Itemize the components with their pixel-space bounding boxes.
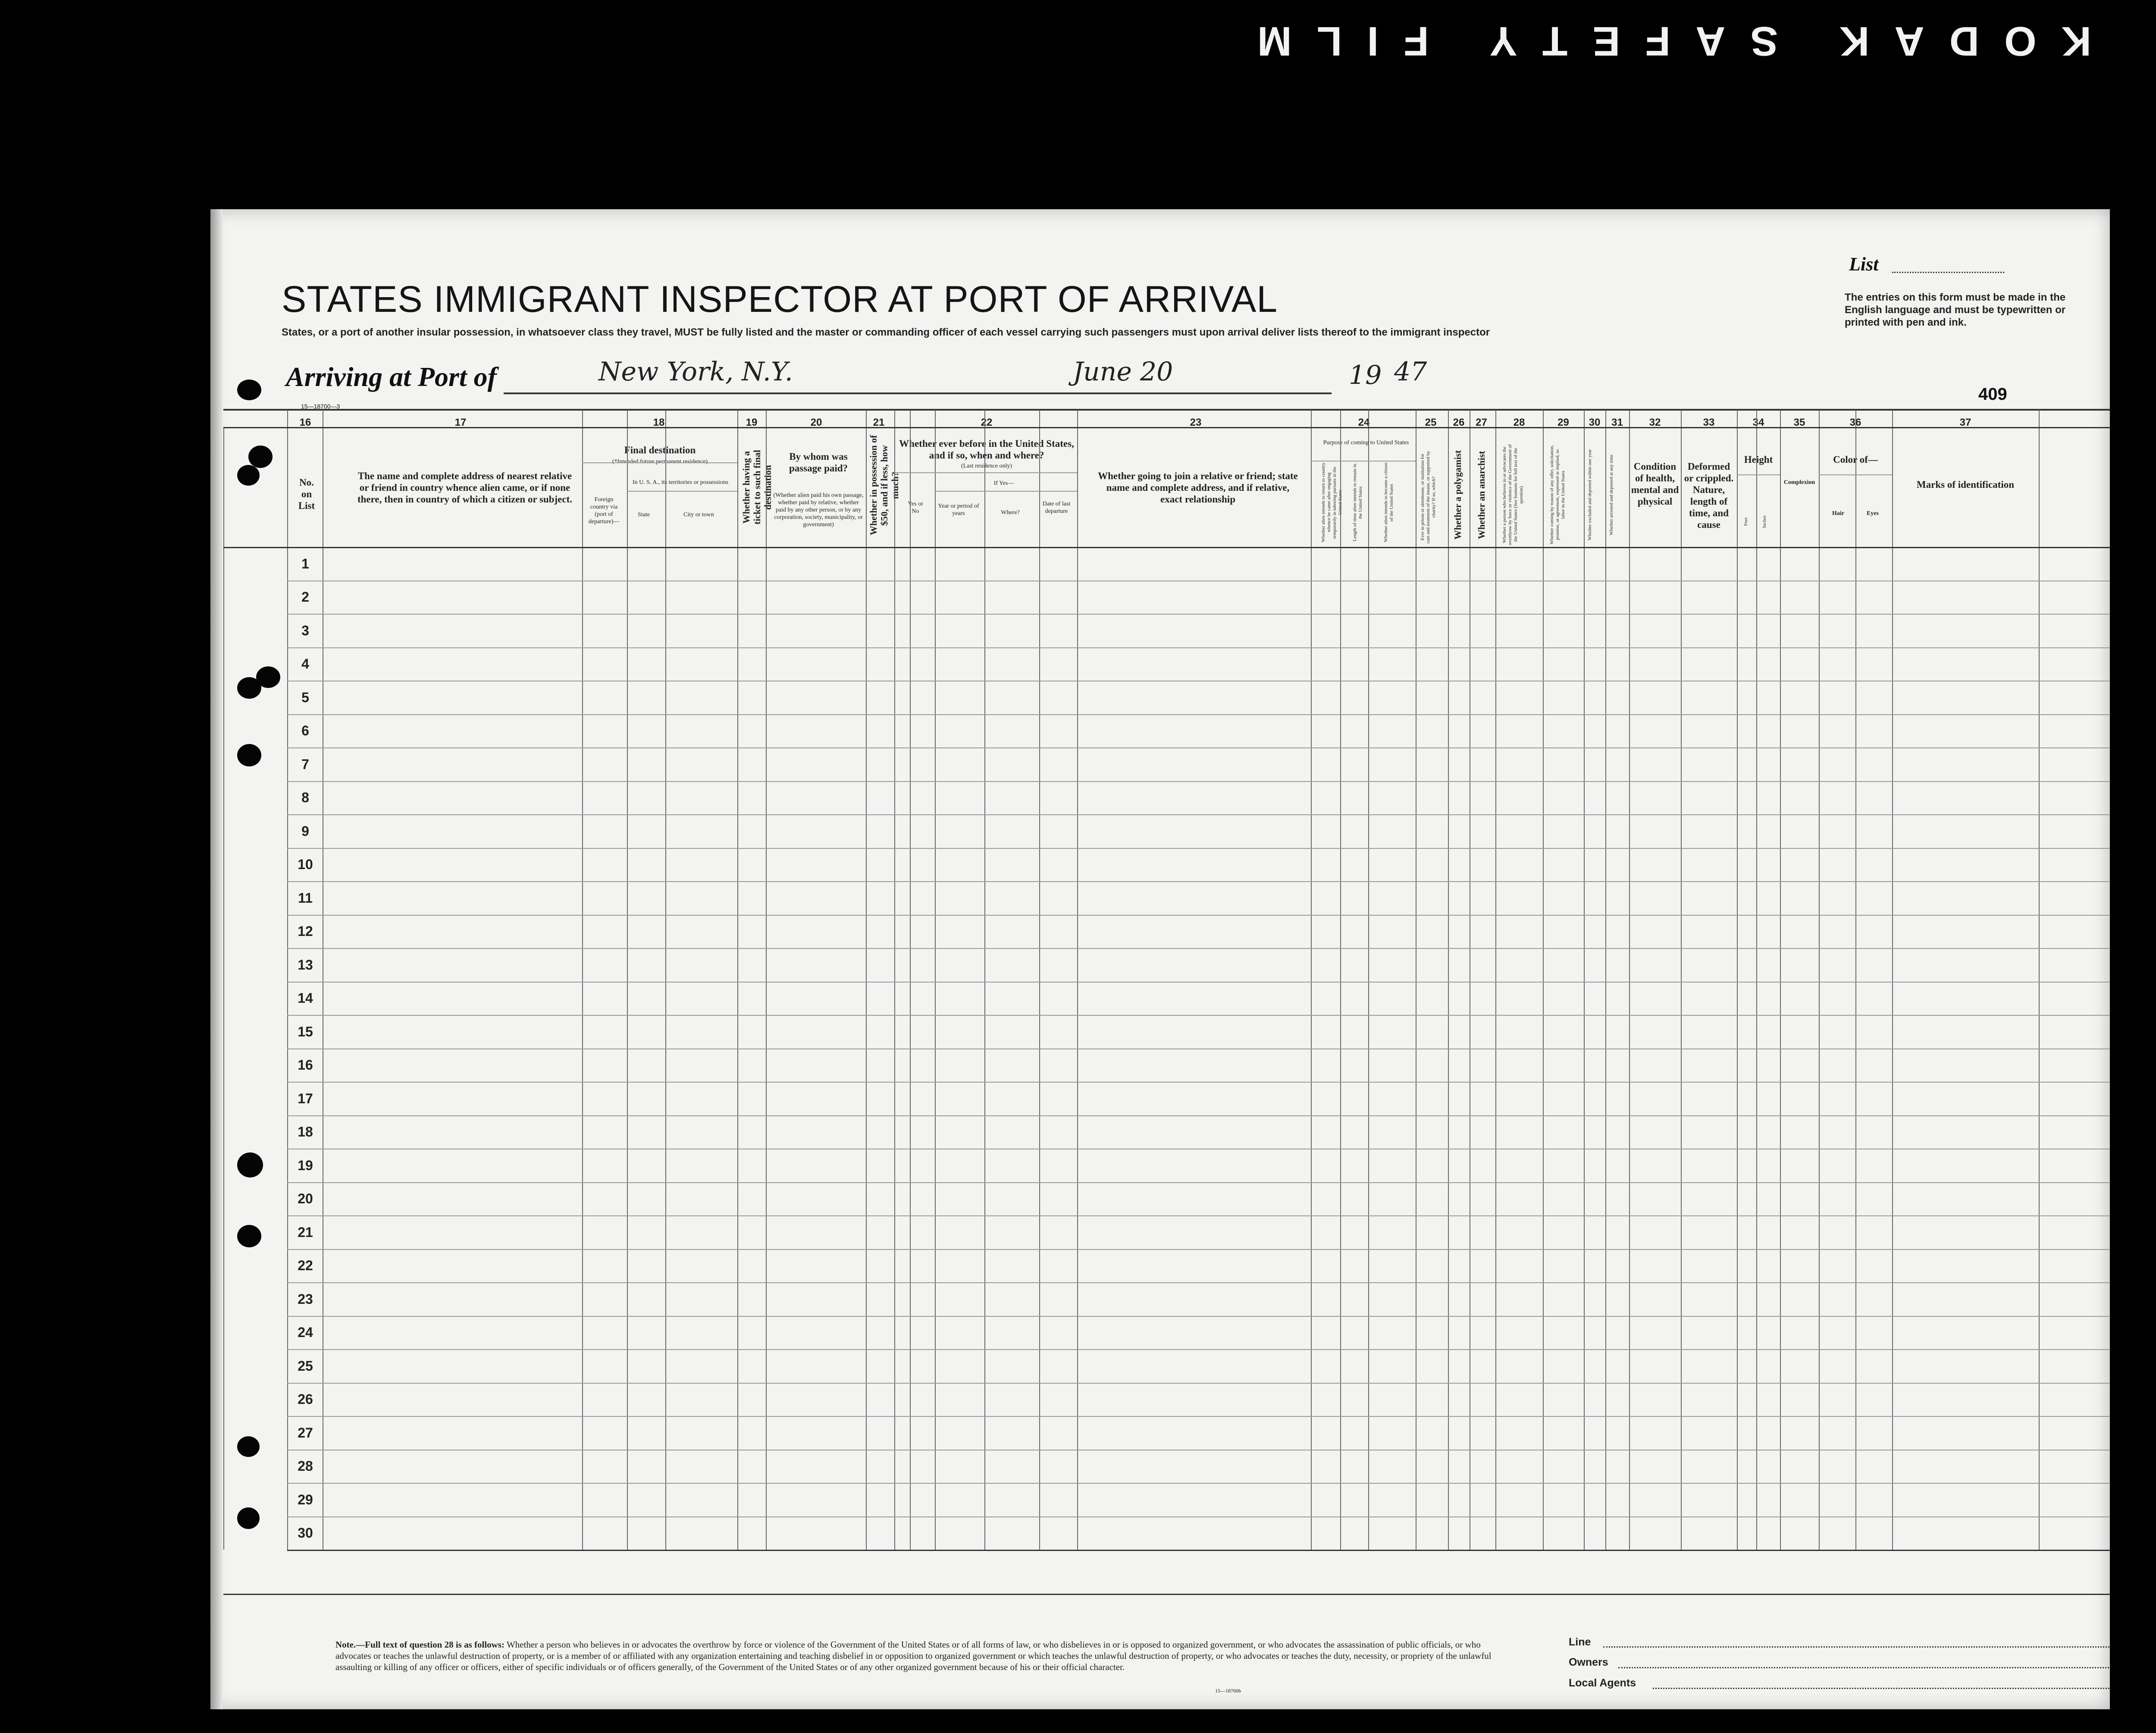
table-row bbox=[287, 1349, 2110, 1350]
row-number: 12 bbox=[298, 923, 313, 939]
table-row bbox=[287, 1015, 2110, 1016]
row-number: 9 bbox=[301, 823, 309, 839]
row-number: 8 bbox=[301, 790, 309, 806]
header-no-on-list: No. on List bbox=[298, 477, 315, 511]
row-number: 1 bbox=[301, 556, 309, 571]
form-subtitle: States, or a port of another insular possession, in whatsoever class they travel, MUST be fully listed and the master or commanding officer of each vessel carrying such passengers must upon arrival deliver lists thereof to the immigrant inspector bbox=[282, 327, 1490, 338]
port-handwritten: New York, N.Y. bbox=[599, 357, 793, 387]
column-number: 21 bbox=[873, 417, 885, 428]
local-agents-entry bbox=[1653, 1688, 2110, 1689]
column-number: 22 bbox=[981, 417, 993, 428]
header-marks-identification: Marks of identification bbox=[1916, 479, 2015, 490]
row-number: 4 bbox=[301, 656, 309, 672]
header-yes-or-no: Yes or No bbox=[908, 501, 923, 515]
year-prefix: 19 bbox=[1349, 360, 1382, 390]
column-number: 30 bbox=[1589, 417, 1601, 428]
row-number: 6 bbox=[301, 723, 309, 739]
arriving-port-label: Arriving at Port of bbox=[286, 361, 497, 392]
header-state: State bbox=[638, 512, 650, 518]
date-handwritten: June 20 bbox=[1073, 357, 1173, 387]
table-row bbox=[287, 1483, 2110, 1484]
header-ticket: Whether having a ticket to such final destination bbox=[741, 450, 773, 525]
column-number: 34 bbox=[1752, 417, 1764, 428]
manifest-sheet bbox=[210, 209, 2110, 1709]
footnote-lead: Note.—Full text of question 28 is as follows: bbox=[335, 1639, 505, 1650]
column-number: 17 bbox=[454, 417, 467, 428]
table-row bbox=[287, 1182, 2110, 1183]
row-number: 11 bbox=[298, 890, 313, 906]
column-number: 19 bbox=[746, 417, 758, 428]
table-row bbox=[287, 1115, 2110, 1116]
header-purpose: Purpose of coming to United States bbox=[1323, 440, 1409, 446]
row-number: 5 bbox=[301, 689, 309, 705]
header-where: Where? bbox=[1001, 509, 1020, 516]
subheader-rule bbox=[1311, 461, 1416, 462]
row-number: 30 bbox=[298, 1525, 313, 1541]
table-row bbox=[287, 781, 2110, 782]
header-eyes: Eyes bbox=[1867, 510, 1879, 517]
column-number: 16 bbox=[299, 417, 311, 428]
header-fifty-dollars: Whether in possession of $50, and if less, how much? bbox=[868, 435, 900, 536]
column-number: 32 bbox=[1649, 417, 1661, 428]
subheader-rule bbox=[894, 472, 1077, 473]
row-number: 20 bbox=[298, 1191, 313, 1207]
subheader-rule bbox=[582, 462, 737, 463]
column-number: 35 bbox=[1793, 417, 1805, 428]
header-excluded: Whether excluded and deported within one year bbox=[1587, 449, 1592, 541]
table-row bbox=[287, 948, 2110, 949]
header-return-intent: Whether alien intends to return to country whence he came after engaging temporarily in laboring pursuits in the United States bbox=[1321, 462, 1343, 543]
header-inches: Inches bbox=[1762, 515, 1767, 528]
header-anarchist: Whether an anarchist bbox=[1476, 451, 1487, 539]
table-row bbox=[287, 982, 2110, 983]
column-number: 33 bbox=[1703, 417, 1715, 428]
table-row bbox=[287, 881, 2110, 882]
list-label: List bbox=[1849, 254, 1879, 275]
table-row bbox=[287, 848, 2110, 849]
header-polygamist: Whether a polygamist bbox=[1452, 450, 1463, 540]
table-row bbox=[287, 1516, 2110, 1517]
header-complexion: Complexion bbox=[1783, 479, 1815, 486]
table-row bbox=[287, 747, 2110, 748]
header-foreign-country: Foreign country via (port of departure)— bbox=[588, 496, 620, 525]
table-row bbox=[287, 1383, 2110, 1384]
column-number: 18 bbox=[653, 417, 665, 428]
footer-rule bbox=[223, 1594, 2110, 1595]
row-number: 23 bbox=[298, 1291, 313, 1307]
column-number: 28 bbox=[1513, 417, 1525, 428]
owners-entry bbox=[1618, 1667, 2110, 1668]
header-prison: Ever in prison or almshouse, or institution for care and treatment of the insane, or supported by charity? If so, which? bbox=[1420, 451, 1436, 543]
manifest-table bbox=[223, 410, 2110, 1709]
row-number: 25 bbox=[298, 1358, 313, 1374]
row-number: 14 bbox=[298, 990, 313, 1006]
subheader-rule bbox=[935, 491, 1077, 492]
subheader-rule bbox=[627, 491, 737, 492]
header-in-usa: In U. S. A., its territories or possessions bbox=[632, 479, 729, 486]
table-row bbox=[287, 714, 2110, 715]
row-number: 26 bbox=[298, 1391, 313, 1407]
table-row bbox=[287, 1249, 2110, 1250]
header-nearest-relative: The name and complete address of nearest relative or friend in country whence alien came, or if none there, then in country of which a citizen or subject. bbox=[357, 471, 573, 505]
header-year-period: Year or period of years bbox=[938, 503, 979, 517]
row-number: 16 bbox=[298, 1057, 313, 1073]
line-entry bbox=[1603, 1646, 2110, 1648]
footnote-question-28 bbox=[335, 1639, 1508, 1673]
table-row bbox=[287, 614, 2110, 615]
row-number: 7 bbox=[301, 756, 309, 772]
header-arrested: Whether arrested and deported at any time bbox=[1609, 455, 1614, 535]
date-line bbox=[1038, 392, 1332, 394]
table-row bbox=[287, 647, 2110, 648]
header-if-yes: If Yes— bbox=[993, 480, 1014, 487]
column-divider bbox=[223, 427, 224, 1550]
local-agents-label: Local Agents bbox=[1569, 1677, 1636, 1689]
row-number: 18 bbox=[298, 1124, 313, 1140]
header-top-line bbox=[223, 427, 2110, 428]
row-number: 15 bbox=[298, 1023, 313, 1039]
header-passage-paid: By whom was passage paid? bbox=[789, 451, 848, 474]
form-number-bottom: 15—18700b bbox=[1215, 1688, 1241, 1694]
row-number: 13 bbox=[298, 957, 313, 973]
footnote-text: Whether a person who believes in or advocates the overthrow by force or violence of the Government of the United States or of all forms of law, or who disbelieves in or is opposed to organized government, or who advocates the assassination of public officials, or who advocates or teaches the unlawful destruction of property, or is a member of or affiliated with any organization entertaining and teaching disbelief in or opposition to organized government or which teaches the unlawful destruction of property, or who advocates or teaches the duty, necessity, or propriety of the unlawful assaulting or killing of any officer or officers, either of specific individuals or of officers generally, of the Government of the United States or of any other organized government because of his or their official character. bbox=[335, 1639, 1492, 1672]
header-height: Height bbox=[1744, 454, 1773, 465]
column-number: 29 bbox=[1557, 417, 1569, 428]
header-feet: Feet bbox=[1743, 518, 1749, 526]
header-last-residence: (Last residence only) bbox=[961, 463, 1012, 469]
table-row bbox=[287, 1082, 2110, 1083]
header-final-destination: Final destination bbox=[624, 445, 696, 455]
table-row bbox=[287, 1215, 2110, 1216]
header-deformed: Deformed or crippled. Nature, length of time, and cause bbox=[1684, 461, 1734, 530]
row-number: 19 bbox=[298, 1157, 313, 1173]
header-labor-offer: Whether coming by reason of any offer, solicitation, promise, or agreement, expressed or implied, to labor in the United States bbox=[1549, 445, 1566, 545]
column-number: 37 bbox=[1959, 417, 1971, 428]
list-number-line bbox=[1892, 272, 2004, 273]
column-number: 25 bbox=[1425, 417, 1437, 428]
header-become-citizen: Whether alien intends to become a citizen of the United States bbox=[1383, 462, 1394, 543]
table-row bbox=[287, 915, 2110, 916]
column-number: 36 bbox=[1849, 417, 1861, 428]
table-row bbox=[287, 1316, 2110, 1317]
row-number: 24 bbox=[298, 1325, 313, 1341]
film-edge-marking: KODAK SAFETY FILM bbox=[1232, 18, 2091, 64]
year-handwritten: 47 bbox=[1394, 357, 1427, 387]
column-number: 31 bbox=[1611, 417, 1623, 428]
subheader-rule bbox=[1819, 474, 1892, 475]
table-row bbox=[287, 1282, 2110, 1283]
header-city: City or town bbox=[683, 512, 714, 518]
column-number: 27 bbox=[1476, 417, 1487, 428]
header-last-departure: Date of last departure bbox=[1042, 501, 1071, 515]
header-join-relative: Whether going to join a relative or friend; state name and complete address, and if relative, exact relationship bbox=[1098, 471, 1298, 505]
row-number: 27 bbox=[298, 1425, 313, 1441]
row-number: 22 bbox=[298, 1258, 313, 1274]
header-passage-paid-note: (Whether alien paid his own passage, whether paid by relative, whether paid by any other person, or by any corporation, society, municipality, or government) bbox=[773, 492, 864, 528]
row-number: 10 bbox=[298, 857, 313, 873]
line-label: Line bbox=[1569, 1636, 1591, 1648]
header-hair: Hair bbox=[1832, 510, 1844, 517]
row-number: 29 bbox=[298, 1491, 313, 1507]
column-number: 23 bbox=[1190, 417, 1202, 428]
page-stamp-number: 409 bbox=[1978, 385, 2007, 404]
form-number-top: 15—18700—3 bbox=[301, 403, 340, 410]
row-number: 3 bbox=[301, 622, 309, 638]
table-row bbox=[287, 814, 2110, 815]
table-row bbox=[287, 1416, 2110, 1417]
column-number: 24 bbox=[1358, 417, 1370, 428]
punch-hole bbox=[237, 380, 261, 400]
header-bottom-line bbox=[223, 547, 2110, 548]
english-language-note: The entries on this form must be made in the English language and must be typewritten or printed with pen and ink. bbox=[1845, 292, 2066, 328]
header-length-of-stay: Length of time alien intends to remain in the United States bbox=[1352, 464, 1363, 541]
header-health: Condition of health, mental and physical bbox=[1631, 461, 1679, 507]
form-title: STATES IMMIGRANT INSPECTOR AT PORT OF ARRIVAL bbox=[282, 279, 1278, 320]
row-number: 21 bbox=[298, 1224, 313, 1240]
row-number: 28 bbox=[298, 1458, 313, 1474]
column-number: 20 bbox=[810, 417, 822, 428]
column-number: 26 bbox=[1453, 417, 1465, 428]
row-number: 17 bbox=[298, 1090, 313, 1106]
owners-label: Owners bbox=[1569, 1656, 1608, 1668]
header-color-of: Color of— bbox=[1833, 454, 1878, 465]
table-row bbox=[287, 1550, 2110, 1551]
row-number: 2 bbox=[301, 589, 309, 605]
header-overthrow: Whether a person who believes in or advocates the overthrow by force or violence of the Government of the United States (See footnote for full text of the question) bbox=[1502, 444, 1524, 546]
header-ever-before-us: Whether ever before in the United States, and if so, when and where? bbox=[899, 438, 1074, 461]
subheader-rule bbox=[1737, 474, 1780, 475]
header-final-destination-note: (*Intended future permanent residence) bbox=[612, 458, 708, 465]
